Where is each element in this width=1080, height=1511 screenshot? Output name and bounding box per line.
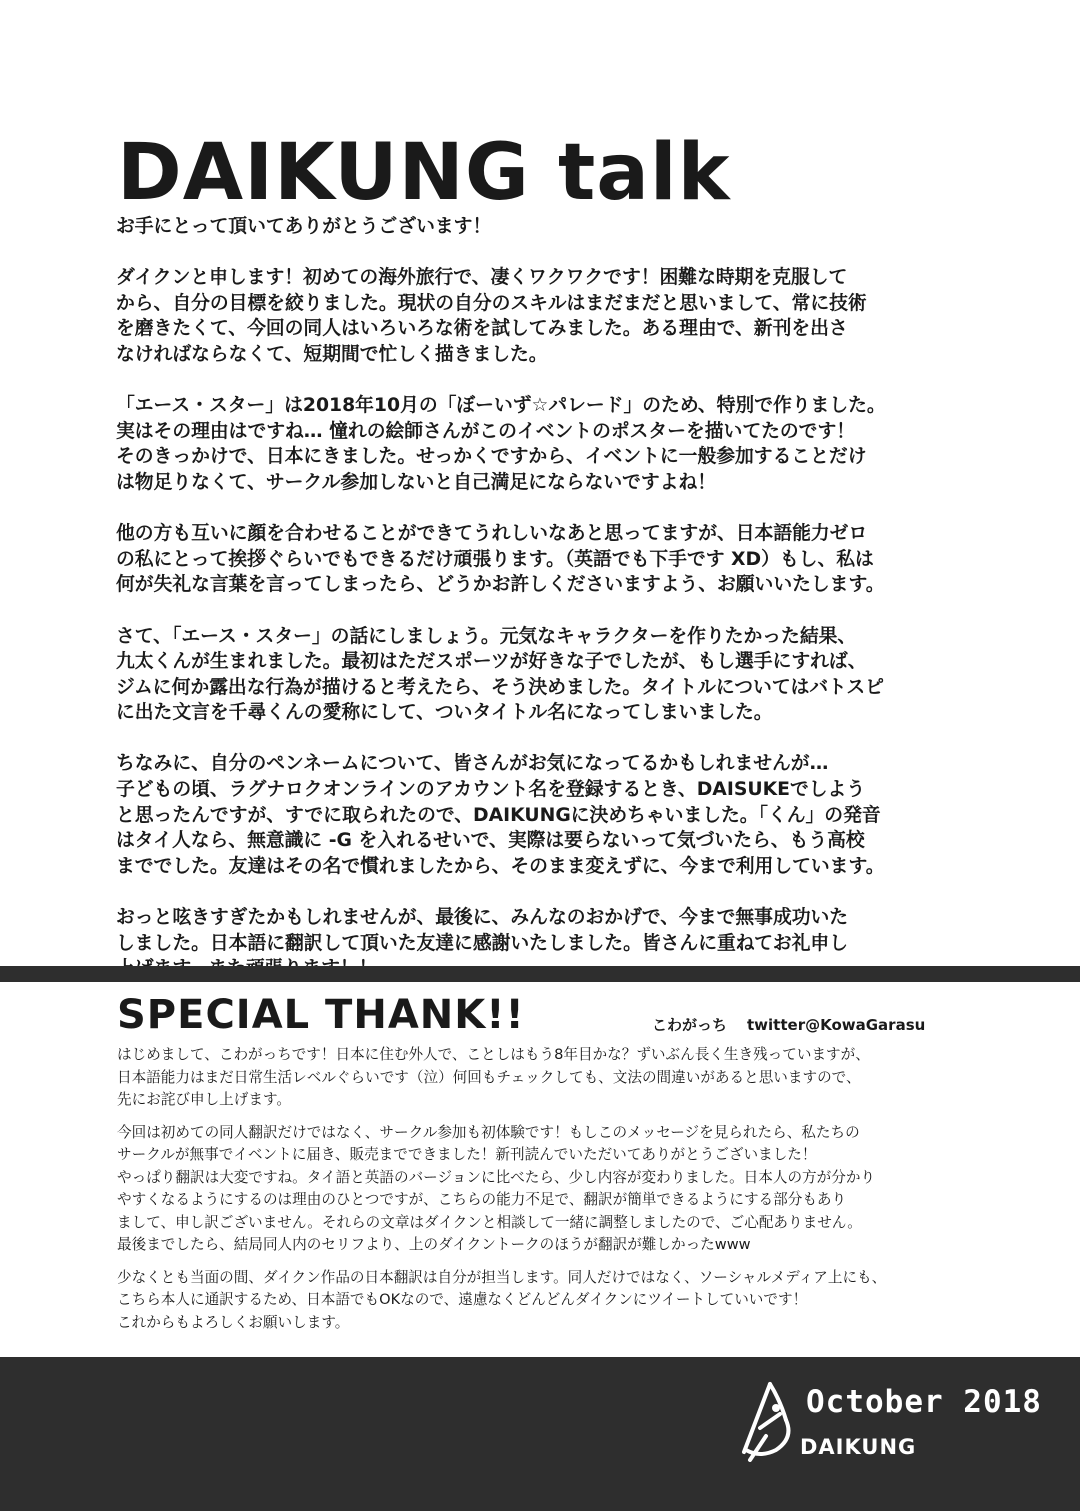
talk-line: ちなみに、自分のペンネームについて、皆さんがお気になってるかもしれませんが… [116, 753, 829, 775]
thanks-line: はじめまして、こわがっちです！日本に住む外人で、ことしはもう8年目かな？ずいぶん長く生き残っていますが、 [117, 1046, 870, 1063]
thanks-line: 今回は初めての同人翻訳だけではなく、サークル参加も初体験です！もしこのメッセージを見られたら、私たちの [117, 1123, 860, 1141]
thanks-line: これからもよろしくお願いします。 [117, 1313, 350, 1331]
footer-brand: DAIKUNG [800, 1435, 917, 1459]
thanks-line: やっぱり翻訳は大変ですね。タイ語と英語のバージョンに比べたら、少し内容が変わりました。日本人の方が分かり [117, 1168, 876, 1186]
thanks-line: こちら本人に通訳するため、日本語でもOKなので、遠慮なくどんどんダイクンにツイートしていいです！ [117, 1291, 808, 1308]
talk-line: を磨きたくて、今回の同人はいろいろな術を試してみました。ある理由で、新刊を出さ [116, 318, 848, 340]
talk-line: そのきっかけで、日本にきました。せっかくですから、イベントに一般参加することだけ [116, 446, 867, 468]
thanks-paragraph [117, 1044, 967, 1112]
talk-line: から、自分の目標を絞りました。現状の自分のスキルはまだまだと思いまして、常に技術 [116, 292, 867, 314]
thanks-body [117, 1044, 967, 1344]
talk-paragraph [116, 624, 946, 726]
talk-paragraph [116, 265, 946, 367]
translator-credit [652, 1014, 925, 1036]
talk-paragraph [116, 393, 946, 495]
talk-line: 他の方も互いに顔を合わせることができてうれしいなあと思ってますが、日本語能力ゼロ [116, 523, 868, 545]
talk-line: おっと呟きすぎたかもしれませんが、最後に、みんなのおかげで、今まで無事成功いた [116, 907, 849, 929]
talk-line: は物足りなくて、サークル参加しないと自己満足にならないですよね！ [116, 471, 717, 493]
talk-line: なければならなくて、短期間で忙しく描きました。 [116, 343, 548, 365]
footer-band [0, 1357, 1080, 1511]
thanks-line: 日本語能力はまだ日常生活レベルぐらいです（泣）何回もチェックしても、文法の間違いがあると思いますので、 [117, 1068, 861, 1086]
thanks-line: サークルが無事でイベントに届き、販売までできました！新刊読んでいただいてありがとうございました！ [117, 1146, 817, 1163]
daikung-logo-icon [736, 1380, 808, 1462]
talk-line: と思ったんですが、すでに取られたので、DAIKUNGに決めちゃいました。「くん」の発音 [116, 804, 881, 826]
thanks-line: やすくなるようにするのは理由のひとつですが、こちらの能力不足で、翻訳が簡単できるようにする部分もあり [117, 1191, 847, 1208]
translator-twitter: twitter@KowaGarasu [747, 1016, 926, 1034]
talk-line: 実はその理由はですね… 憧れの絵師さんがこのイベントのポスターを描いてたのです！ [116, 420, 856, 442]
talk-line: 「エース・スター」は2018年10月の「ぼーいず☆パレード」のため、特別で作りました。 [116, 395, 886, 417]
thanks-title: SPECIAL THANK!! [117, 992, 525, 1038]
talk-line: 何が失礼な言葉を言ってしまったら、どうかお許しくださいますよう、お願いいたします。 [116, 574, 885, 596]
talk-line: まででした。友達はその名で慣れましたから、そのまま変えずに、今まで利用しています。 [116, 855, 885, 877]
translator-name: こわがっち [652, 1016, 728, 1034]
talk-paragraph [116, 214, 946, 240]
talk-line: ダイクンと申します！初めての海外旅行で、凄くワクワクです！困難な時期を克服して [116, 267, 848, 289]
talk-line: に出た文言を千尋くんの愛称にして、ついタイトル名になってしまいました。 [116, 702, 773, 724]
talk-paragraph [116, 751, 946, 879]
thanks-line: 少なくとも当面の間、ダイクン作品の日本翻訳は自分が担当します。同人だけではなく、ソーシャルメディア上にも、 [117, 1268, 887, 1286]
talk-line: 子どもの頃、ラグナロクオンラインのアカウント名を登録するとき、DAISUKEでしよう [116, 779, 866, 801]
thanks-paragraph [117, 1122, 967, 1257]
thanks-line: 先にお詫び申し上げます。 [117, 1091, 291, 1108]
thanks-line: 最後までしたら、結局同人内のセリフより、上のダイクントークのほうが翻訳が難しかったwww [117, 1236, 751, 1253]
talk-line: はタイ人なら、無意識に -G を入れるせいで、実際は要らないって気づいたら、もう高校 [116, 830, 865, 852]
talk-line: お手にとって頂いてありがとうございます！ [116, 216, 492, 237]
talk-body [116, 214, 946, 1007]
thanks-line: まして、申し訳ございません。それらの文章はダイクンと相談して一緒に調整しましたので、ご心配ありません。 [117, 1213, 862, 1231]
section-divider [0, 966, 1080, 982]
thanks-paragraph [117, 1267, 967, 1335]
talk-line: さて、「エース・スター」の話にしましょう。元気なキャラクターを作りたかった結果、 [116, 625, 857, 647]
talk-title: DAIKUNG talk [117, 128, 731, 218]
talk-paragraph [116, 521, 946, 598]
talk-line: の私にとって挨拶ぐらいでもできるだけ頑張ります。（英語でも下手です XD）もし、私は [116, 548, 874, 570]
talk-line: 九太くんが生まれました。最初はただスポーツが好きな子でしたが、もし選手にすれば、 [116, 651, 867, 673]
talk-line: ジムに何か露出な行為が描けると考えたら、そう決めました。タイトルについてはバトスピ [116, 676, 884, 698]
footer-date: October 2018 [806, 1384, 1042, 1420]
talk-line: しました。日本語に翻訳して頂いた友達に感謝いたしました。皆さんに重ねてお礼申し [116, 932, 848, 954]
